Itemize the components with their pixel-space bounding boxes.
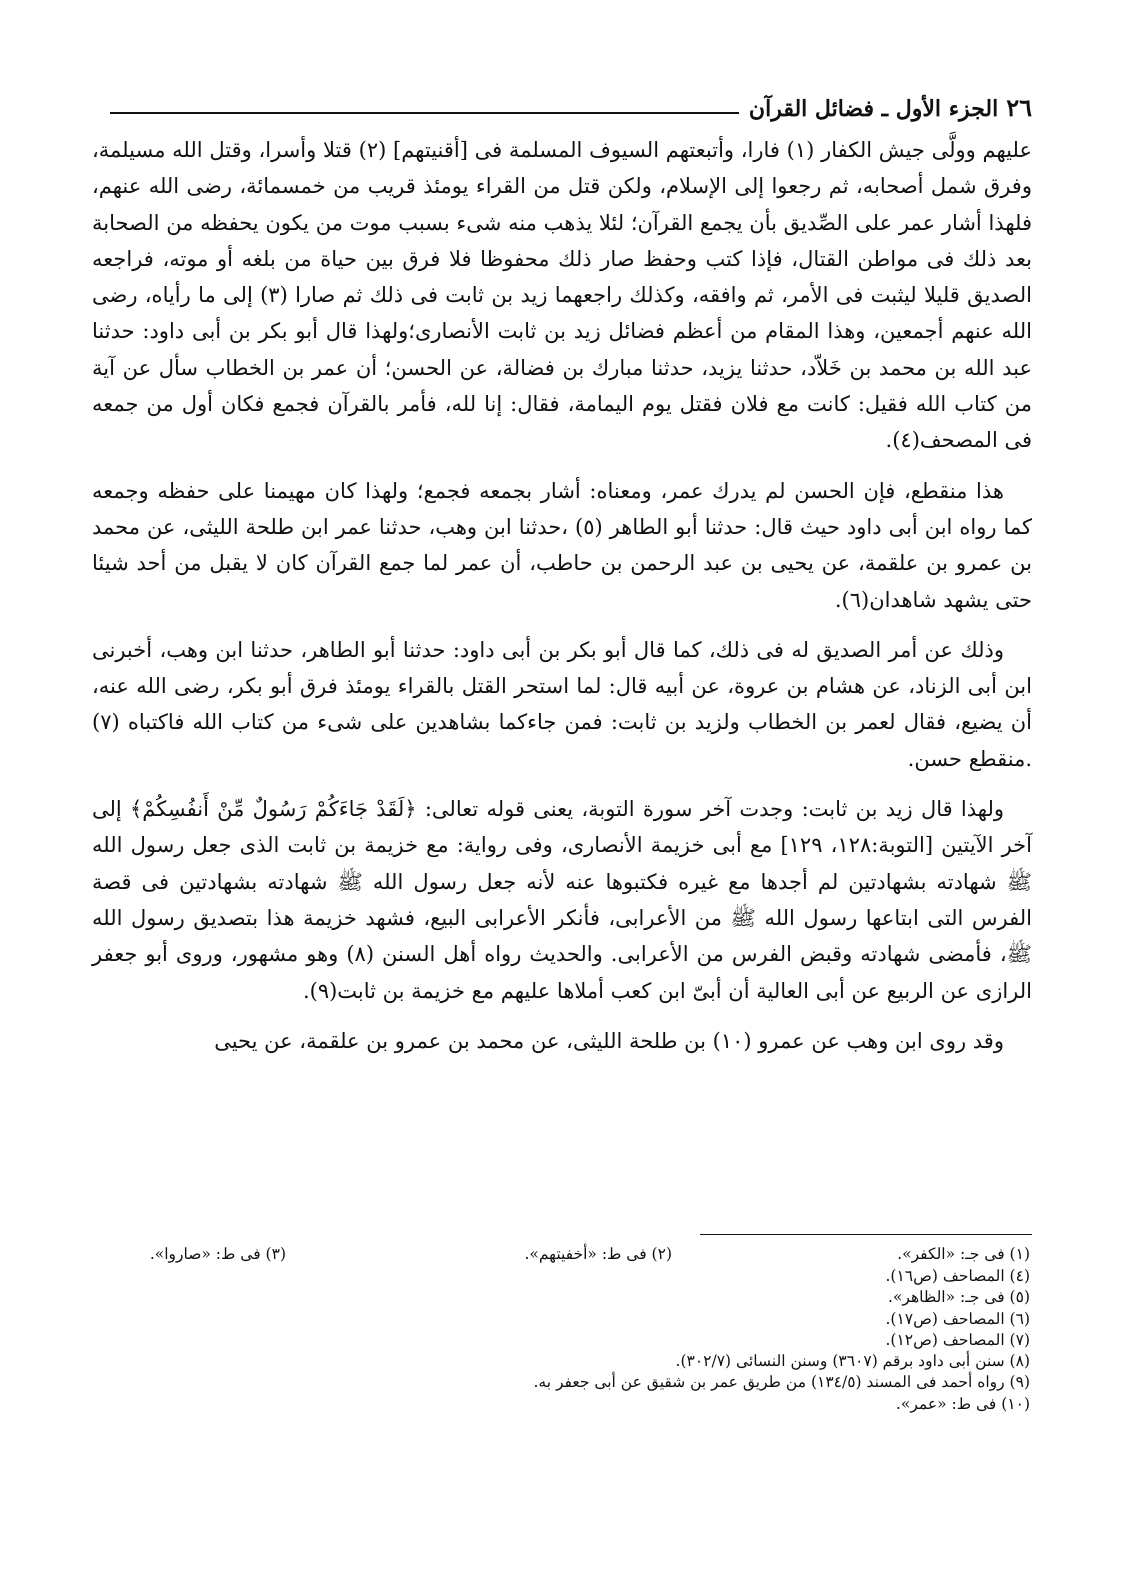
footnote: (٩) رواه أحمد فى المسند (١٣٤/٥) من طريق عمر بن شقيق عن أبى جعفر به. (533, 1373, 1030, 1392)
footnote-row (92, 1244, 1032, 1266)
page-number: ٢٦ (1006, 93, 1032, 122)
footnote: (٥) فى جـ: «الظاهر». (888, 1288, 1030, 1307)
footnote: (٢) فى ط: «أخفيتهم». (524, 1245, 672, 1263)
footnote: (٧) المصاحف (ص١٢). (885, 1330, 1030, 1349)
header-rule (110, 112, 739, 114)
paragraph: عليهم وولَّى جيش الكفار (١) فارا، وأتبعتهم السيوف المسلمة فى [أقنيتهم] (٢) قتلا وأسرا، وقتل الله مسيلمة، وفرق شمل أصحابه، ثم رجعوا إلى الإسلام، ولكن قتل من القراء يومئذ قريب من خمسمائة، رضى الله عنهم، فلهذا أشار عمر على الصِّديق بأن يجمع القرآن؛ لئلا يذهب منه شىء بسبب موت من يكون يحفظه من الصحابة بعد ذلك فى مواطن القتال، فإذا كتب وحفظ صار ذلك محفوظا فلا فرق بين حياة من بلغه أو موته، فراجعه الصديق قليلا ليثبت فى الأمر، ثم وافقه، وكذلك راجعهما زيد بن ثابت فى ذلك ثم صارا (٣) إلى ما رأياه، رضى الله عنهم أجمعين، وهذا المقام من أعظم فضائل زيد بن ثابت الأنصارى؛ولهذا قال أبو بكر بن أبى داود: حدثنا عبد الله بن محمد بن خَلاّد، حدثنا يزيد، حدثنا مبارك بن فضالة، عن الحسن؛ أن عمر بن الخطاب سأل عن آية من كتاب الله فقيل: كانت مع فلان فقتل يوم اليمامة، فقال: إنا لله، فأمر بالقرآن فجمع فكان أول من جمعه فى المصحف(٤). (92, 138, 1032, 453)
footnote-rule (700, 1234, 1032, 1235)
footnote-list (92, 1266, 1032, 1415)
footnote: (٨) سنن أبى داود برقم (٣٦٠٧) وسنن النسائى (٣٠٢/٧). (675, 1352, 1030, 1371)
paragraph: وقد روى ابن وهب عن عمرو (١٠) بن طلحة الليثى، عن محمد بن عمرو بن علقمة، عن يحيى (214, 1028, 1004, 1053)
page (92, 86, 1032, 1059)
footnote: (٦) المصاحف (ص١٧). (885, 1309, 1030, 1328)
footnotes (92, 1234, 1032, 1415)
running-header (92, 86, 1032, 122)
paragraph: هذا منقطع، فإن الحسن لم يدرك عمر، ومعناه: أشار بجمعه فجمع؛ ولهذا كان مهيمنا على حفظه وجمعه كما رواه ابن أبى داود حيث قال: حدثنا أبو الطاهر (٥) ،حدثنا ابن وهب، حدثنا عمر ابن طلحة الليثى، عن محمد بن عمرو بن علقمة، عن يحيى بن عبد الرحمن بن حاطب، أن عمر لما جمع القرآن كان لا يقبل من أحد شيئا حتى يشهد شاهدان(٦). (92, 478, 1033, 612)
running-title: الجزء الأول ـ فضائل القرآن (748, 96, 999, 122)
footnote: (٣) فى ط: «صاروا». (149, 1245, 286, 1263)
footnote: (١) فى جـ: «الكفر». (897, 1245, 1030, 1263)
body-text (92, 132, 1032, 1059)
footnote: (١٠) فى ط: «عمر». (895, 1394, 1030, 1413)
paragraph: ولهذا قال زيد بن ثابت: وجدت آخر سورة التوبة، يعنى قوله تعالى: ﴿لَقَدْ جَاءَكُمْ رَسُولٌ مِّنْ أَنفُسِكُمْ﴾ إلى آخر الآيتين [التوبة:١٢٨، ١٢٩] مع أبى خزيمة الأنصارى، وفى رواية: مع خزيمة بن ثابت الذى جعل رسول الله ﷺ شهادته بشهادتين لم أجدها مع غيره فكتبوها عنه لأنه جعل رسول الله ﷺ شهادته بشهادتين فى قصة الفرس التى ابتاعها رسول الله ﷺ من الأعرابى، فأنكر الأعرابى البيع، فشهد خزيمة هذا بتصديق رسول الله ﷺ، فأمضى شهادته وقبض الفرس من الأعرابى. والحديث رواه أهل السنن (٨) وهو مشهور، وروى أبو جعفر الرازى عن الربيع عن أبى العالية أن أبىّ ابن كعب أملاها عليهم مع خزيمة بن ثابت(٩). (92, 797, 1032, 1003)
footnote: (٤) المصاحف (ص١٦). (885, 1267, 1030, 1285)
paragraph: وذلك عن أمر الصديق له فى ذلك، كما قال أبو بكر بن أبى داود: حدثنا أبو الطاهر، حدثنا ابن وهب، أخبرنى ابن أبى الزناد، عن هشام بن عروة، عن أبيه قال: لما استحر القتل بالقراء يومئذ فرق أبو بكر، رضى الله عنه، أن يضيع، فقال لعمر بن الخطاب ولزيد بن ثابت: فمن جاءكما بشاهدين على شىء من كتاب الله فاكتباه (٧) .منقطع حسن. (92, 637, 1032, 771)
